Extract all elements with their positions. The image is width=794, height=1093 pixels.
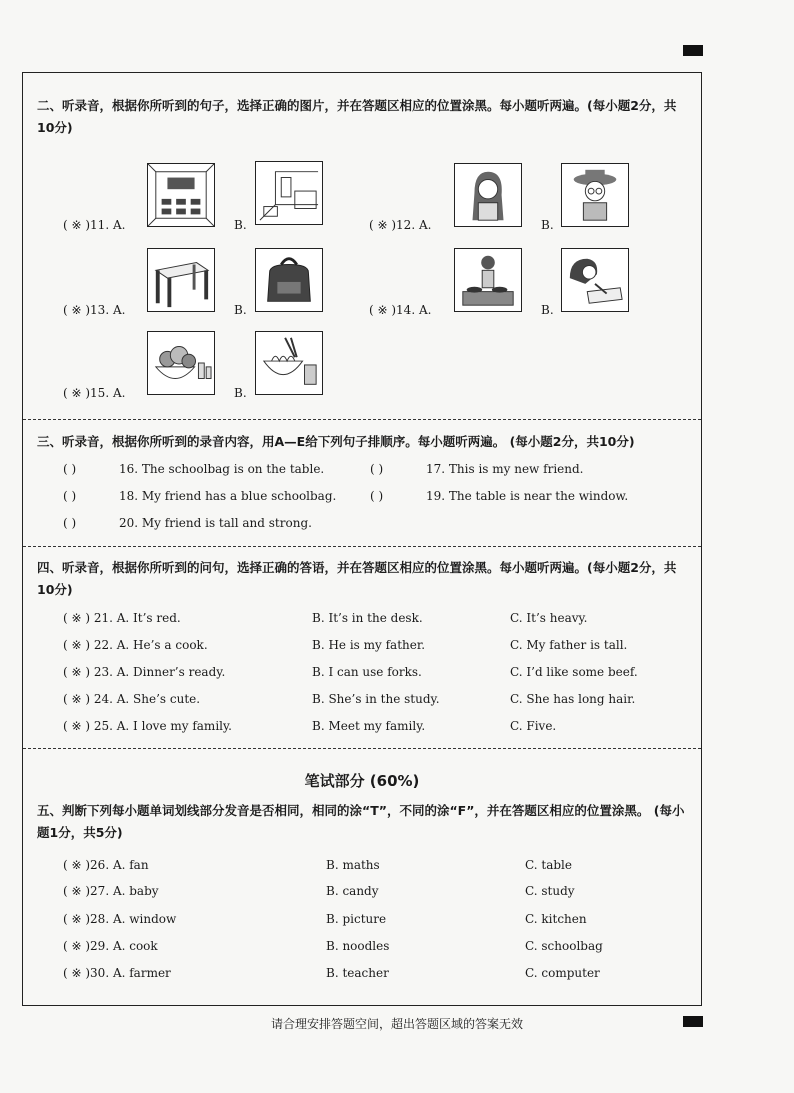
q23-option-a: ( ※ ) 23. A. Dinner’s ready.: [63, 665, 226, 679]
section-divider: [23, 748, 701, 749]
q27-option-a: ( ※ )27. A. baby: [63, 884, 159, 898]
q18-row: [63, 489, 336, 503]
q21-option-c: C. It’s heavy.: [510, 611, 588, 625]
q26-option-a: ( ※ )26. A. fan: [63, 858, 149, 872]
section-divider: [23, 419, 701, 420]
q23-option-b: B. I can use forks.: [312, 665, 422, 679]
section2-heading: 二、听录音，根据你所听到的句子，选择正确的图片，并在答题区相应的位置涂黑。每小题听两遍。(每小题2分，共10分): [37, 98, 677, 135]
q28-option-b: B. picture: [326, 912, 387, 926]
q22-option-b: B. He is my father.: [312, 638, 426, 652]
q21-option-b: B. It’s in the desk.: [312, 611, 423, 625]
long-hair-girl-picture: [454, 163, 522, 227]
q11-b-label: B.: [234, 218, 247, 232]
q29-option-c: C. schoolbag: [525, 939, 603, 953]
classroom-picture: [147, 163, 215, 227]
glasses-girl-picture: [561, 163, 629, 227]
section-divider: [23, 546, 701, 547]
q17-paren[interactable]: ( ): [370, 462, 384, 476]
q22-option-c: C. My father is tall.: [510, 638, 628, 652]
q11-label: ( ※ )11. A.: [63, 218, 126, 232]
q24-option-a: ( ※ ) 24. A. She’s cute.: [63, 692, 201, 706]
schoolbag-picture: [255, 248, 323, 312]
q15-b-label: B.: [234, 386, 247, 400]
written-part-title: 笔试部分 (60%): [304, 772, 420, 790]
q30-option-c: C. computer: [525, 966, 600, 980]
q17-row: [370, 462, 583, 476]
q28-option-a: ( ※ )28. A. window: [63, 912, 177, 926]
q30-option-a: ( ※ )30. A. farmer: [63, 966, 171, 980]
q29-option-b: B. noodles: [326, 939, 390, 953]
section3-heading: 三、听录音，根据你所听到的录音内容，用A—E给下列句子排顺序。每小题听两遍。 (每小题2分，共10分): [37, 434, 635, 449]
table-picture: [147, 248, 215, 312]
q12-label: ( ※ )12. A.: [369, 218, 432, 232]
q20-text: 20. My friend is tall and strong.: [119, 516, 312, 530]
q13-b-label: B.: [234, 303, 247, 317]
q19-text: 19. The table is near the window.: [426, 489, 629, 503]
q16-text: 16. The schoolbag is on the table.: [119, 462, 325, 476]
q13-label: ( ※ )13. A.: [63, 303, 126, 317]
q19-row: [370, 489, 628, 503]
q25-option-c: C. Five.: [510, 719, 557, 733]
section4-heading: 四、听录音，根据你所听到的问句，选择正确的答语，并在答题区相应的位置涂黑。每小题听两遍。(每小题2分，共10分): [37, 560, 677, 597]
q20-row: [63, 516, 312, 530]
kitchen-picture: [255, 161, 323, 225]
q28-option-c: C. kitchen: [525, 912, 587, 926]
corner-marker-top: [683, 45, 703, 56]
noodles-picture: [255, 331, 323, 395]
q15-label: ( ※ )15. A.: [63, 386, 126, 400]
answer-frame: [22, 72, 702, 1006]
q21-option-a: ( ※ ) 21. A. It’s red.: [63, 611, 181, 625]
q19-paren[interactable]: ( ): [370, 489, 384, 503]
q26-option-c: C. table: [525, 858, 572, 872]
q18-paren[interactable]: ( ): [63, 489, 77, 503]
q17-text: 17. This is my new friend.: [426, 462, 584, 476]
q12-b-label: B.: [541, 218, 554, 232]
q27-option-b: B. candy: [326, 884, 379, 898]
q24-option-c: C. She has long hair.: [510, 692, 636, 706]
writing-woman-picture: [561, 248, 629, 312]
q27-option-c: C. study: [525, 884, 575, 898]
q30-option-b: B. teacher: [326, 966, 389, 980]
q29-option-a: ( ※ )29. A. cook: [63, 939, 158, 953]
q16-paren[interactable]: ( ): [63, 462, 77, 476]
q23-option-c: C. I’d like some beef.: [510, 665, 638, 679]
q26-option-b: B. maths: [326, 858, 380, 872]
q24-option-b: B. She’s in the study.: [312, 692, 440, 706]
q20-paren[interactable]: ( ): [63, 516, 77, 530]
section5-heading: 五、判断下列每小题单词划线部分发音是否相同，相同的涂“T”，不同的涂“F”，并在答题区相应的位置涂黑。 (每小题1分，共5分): [37, 803, 685, 840]
cooking-woman-picture: [454, 248, 522, 312]
q25-option-b: B. Meet my family.: [312, 719, 426, 733]
salad-picture: [147, 331, 215, 395]
q14-label: ( ※ )14. A.: [369, 303, 432, 317]
footer-note: 请合理安排答题空间，超出答题区域的答案无效: [270, 1017, 523, 1031]
q18-text: 18. My friend has a blue schoolbag.: [119, 489, 337, 503]
q16-row: [63, 462, 324, 476]
q14-b-label: B.: [541, 303, 554, 317]
q25-option-a: ( ※ ) 25. A. I love my family.: [63, 719, 232, 733]
q22-option-a: ( ※ ) 22. A. He’s a cook.: [63, 638, 208, 652]
